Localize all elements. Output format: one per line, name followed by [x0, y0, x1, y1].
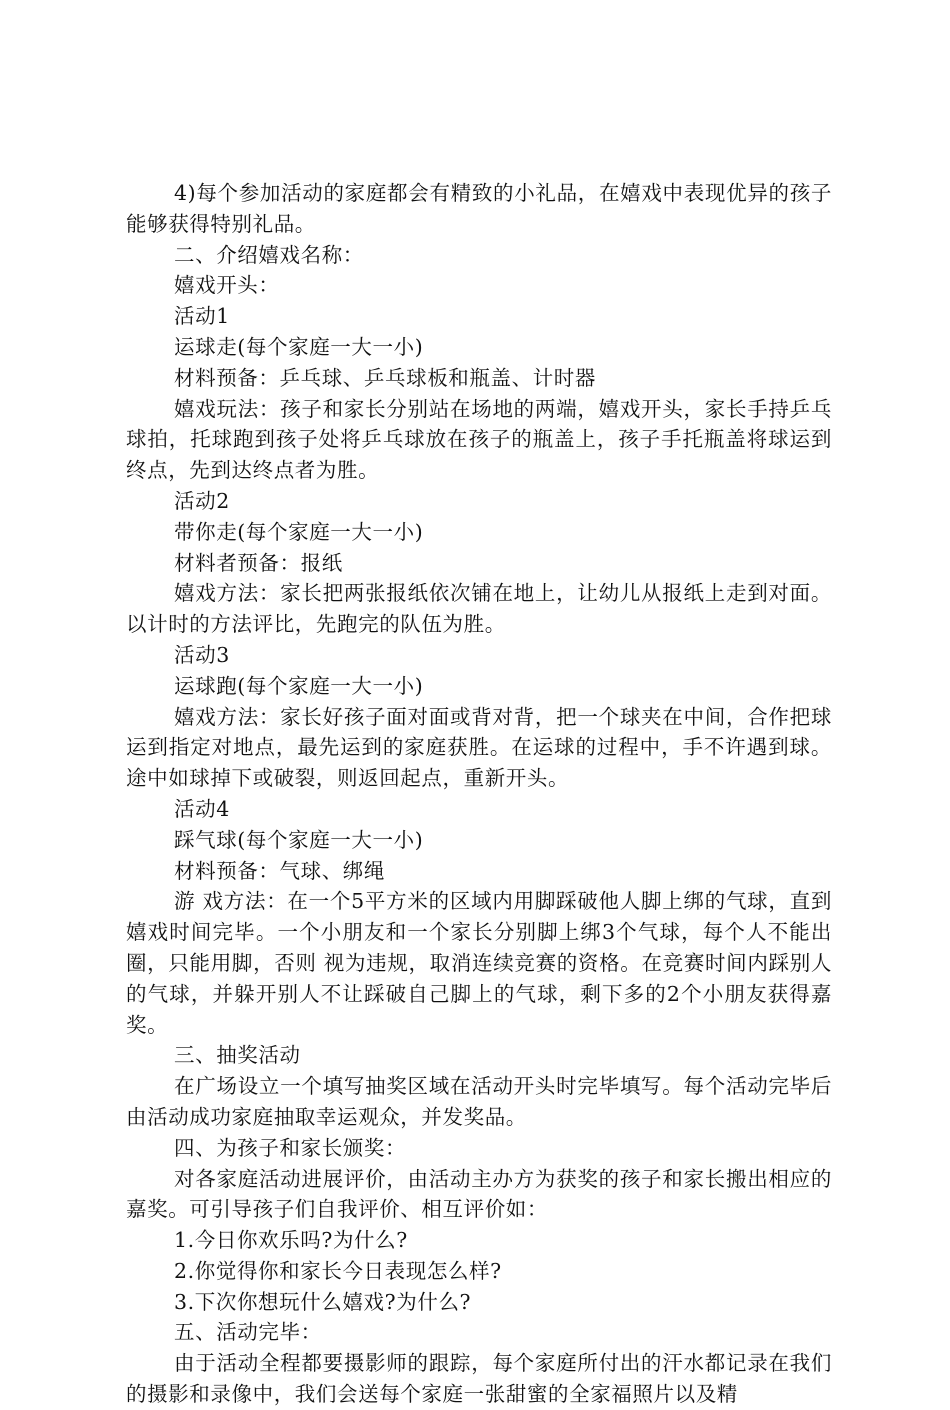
heading-lottery: 三、抽奖活动	[174, 1043, 301, 1068]
activity-1-materials: 材料预备：乒乓球、乒乓球板和瓶盖、计时器	[174, 365, 596, 390]
activity-1-title: 活动1	[174, 304, 230, 329]
question-3: 3.下次你想玩什么嬉戏?为什么?	[174, 1289, 472, 1314]
heading-game-names: 二、介绍嬉戏名称：	[174, 242, 364, 267]
lottery-description: 在广场设立一个填写抽奖区域在活动开头时完毕填写。每个活动完毕后由活动成功家庭抽取幸运观众，并发奖品。	[126, 1074, 832, 1129]
document-body	[126, 178, 832, 1410]
game-start-label: 嬉戏开头：	[174, 273, 280, 298]
activity-2-materials: 材料者预备：报纸	[174, 550, 343, 575]
awards-description: 对各家庭活动进展评价，由活动主办方为获奖的孩子和家长搬出相应的嘉奖。可引导孩子们自我评价、相互评价如：	[126, 1166, 832, 1222]
heading-activity-end: 五、活动完毕：	[174, 1320, 322, 1345]
activity-3-name: 运球跑(每个家庭一大一小)	[174, 673, 424, 698]
activity-4-title: 活动4	[174, 796, 230, 821]
paragraph-gifts: 4)每个参加活动的家庭都会有精致的小礼品，在嬉戏中表现优异的孩子能够获得特别礼品。	[126, 181, 832, 236]
activity-end-description: 由于活动全程都要摄影师的跟踪，每个家庭所付出的汗水都记录在我们的摄影和录像中，我们会送每个家庭一张甜蜜的全家福照片以及精	[126, 1351, 832, 1407]
activity-1-name: 运球走(每个家庭一大一小)	[174, 334, 424, 359]
activity-2-title: 活动2	[174, 488, 230, 513]
activity-2-name: 带你走(每个家庭一大一小)	[174, 519, 424, 544]
heading-awards: 四、为孩子和家长颁奖：	[174, 1135, 407, 1160]
activity-4-rules: 游 戏方法：在一个5平方米的区域内用脚踩破他人脚上绑的气球，直到嬉戏时间完毕。一个小朋友和一个家长分别脚上绑3个气球，每个人不能出圈，只能用脚，否则 视为违规，取消连续竞赛的资格。在竞赛时间内踩别人的气球，并躲开别人不让踩破自己脚上的气球，剩下多的2个小朋友获得嘉奖。	[126, 889, 832, 1037]
activity-3-title: 活动3	[174, 642, 230, 667]
activity-4-name: 踩气球(每个家庭一大一小)	[174, 827, 424, 852]
activity-2-rules: 嬉戏方法：家长把两张报纸依次铺在地上，让幼儿从报纸上走到对面。以计时的方法评比，先跑完的队伍为胜。	[126, 581, 832, 637]
question-2: 2.你觉得你和家长今日表现怎么样?	[174, 1258, 502, 1283]
activity-4-materials: 材料预备：气球、绑绳	[174, 858, 385, 883]
question-1: 1.今日你欢乐吗?为什么?	[174, 1228, 408, 1253]
activity-1-rules: 嬉戏玩法：孩子和家长分别站在场地的两端，嬉戏开头，家长手持乒乓球拍，托球跑到孩子处将乒乓球放在孩子的瓶盖上，孩子手托瓶盖将球运到终点，先到达终点者为胜。	[126, 396, 832, 483]
activity-3-rules: 嬉戏方法：家长好孩子面对面或背对背，把一个球夹在中间，合作把球运到指定对地点，最先运到的家庭获胜。在运球的过程中，手不许遇到球。途中如球掉下或破裂，则返回起点，重新开头。	[126, 704, 832, 791]
